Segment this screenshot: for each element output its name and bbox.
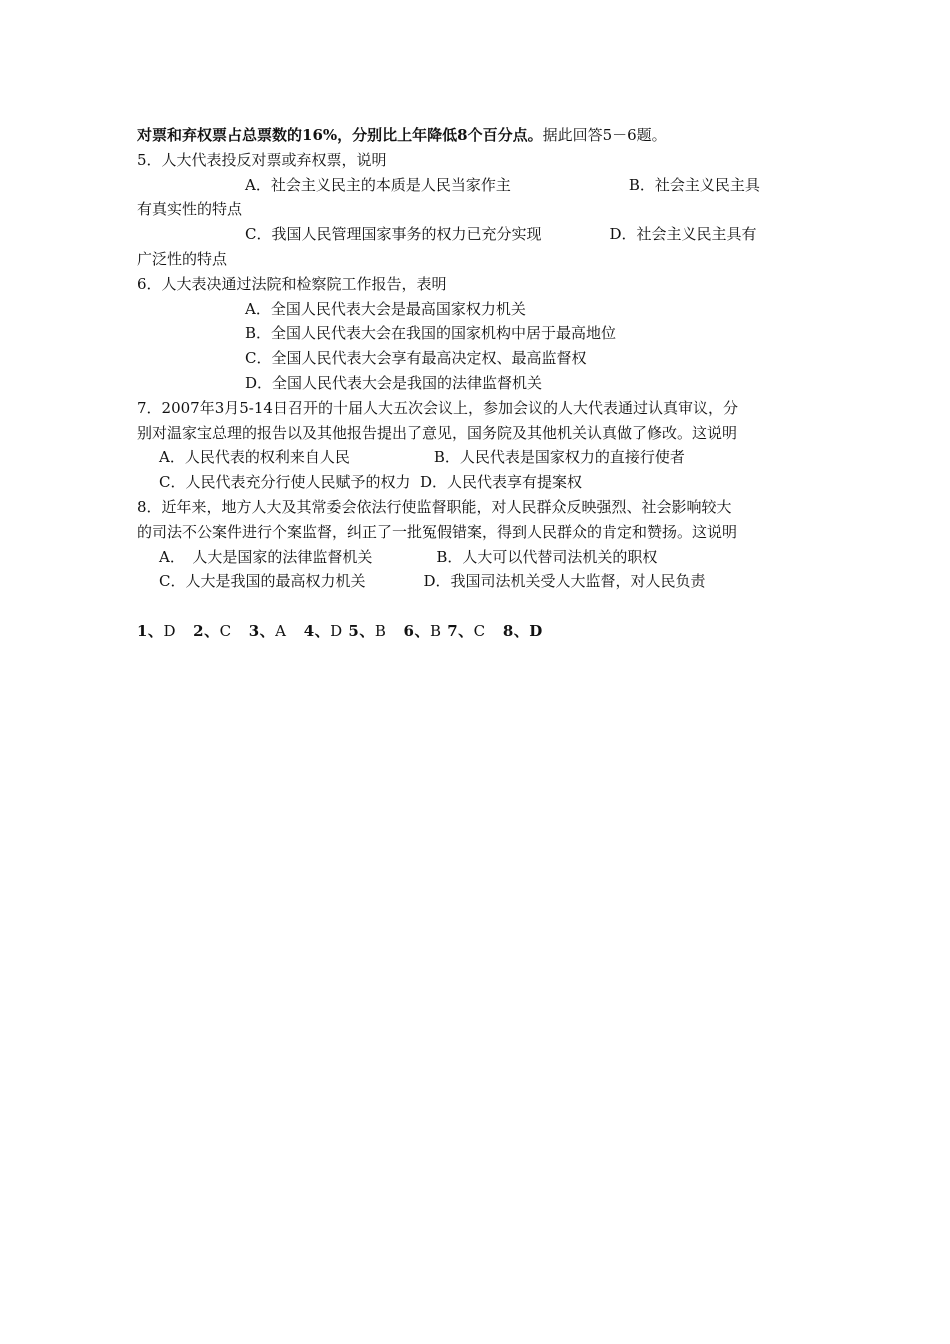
q8-option-d: D．我国司法机关受人大监督，对人民负责 <box>423 572 706 591</box>
answer-8-num: 8、 <box>502 621 530 640</box>
answer-6-num: 6、 <box>403 621 430 640</box>
answer-5-num: 5、 <box>348 621 375 640</box>
answer-3-num: 3、 <box>248 621 276 640</box>
intro-plain-text: 据此回答5－6题。 <box>542 126 667 144</box>
q7-options-cd <box>137 470 817 495</box>
answer-2-num: 2、 <box>193 621 220 640</box>
q7-stem-line1: 7．2007年3月5-14日召开的十届人大五次会议上，参加会议的人大代表通过认真审议，分 <box>137 398 738 417</box>
q5-option-b-part1: B．社会主义民主具 <box>628 175 760 194</box>
q8-options-cd <box>137 569 817 594</box>
q7-option-d: D．人民代表享有提案权 <box>420 473 583 492</box>
q7-option-b: B．人民代表是国家权力的直接行使者 <box>433 448 685 467</box>
answer-3-value: A <box>275 621 287 640</box>
q5-option-b-part2: 有真实性的特点 <box>137 200 243 219</box>
answer-7-value: C <box>473 621 486 640</box>
document-page <box>137 123 817 644</box>
answer-1-num: 1、 <box>137 621 164 640</box>
q7-stem-line2: 别对温家宝总理的报告以及其他报告提出了意见，国务院及其他机关认真做了修改。这说明 <box>137 423 738 442</box>
q6-option-b: B．全国人民代表大会在我国的国家机构中居于最高地位 <box>245 324 617 343</box>
intro-bold-text: 对票和弃权票占总票数的16%，分别比上年降低8个百分点。 <box>137 126 543 144</box>
intro-line <box>137 123 817 148</box>
q5-options-ab <box>137 173 817 198</box>
q5-option-c: C．我国人民管理国家事务的权力已充分实现 <box>245 225 542 244</box>
q5-option-d-part2: 广泛性的特点 <box>137 249 228 268</box>
answer-4-num: 4、 <box>303 621 331 640</box>
q8-option-b: B．人大可以代替司法机关的职权 <box>436 547 658 566</box>
q8-options-ab <box>137 545 817 570</box>
answer-key <box>137 619 817 644</box>
q8-stem-line2: 的司法不公案件进行个案监督，纠正了一批冤假错案，得到人民群众的肯定和赞扬。这说明 <box>137 522 738 541</box>
answer-5-value: B <box>374 621 387 640</box>
answer-2-value: C <box>219 621 232 640</box>
q6-stem: 6．人大表决通过法院和检察院工作报告，表明 <box>137 274 447 293</box>
q6-option-a: A．全国人民代表大会是最高国家权力机关 <box>245 299 526 318</box>
q8-option-c: C．人大是我国的最高权力机关 <box>159 572 366 591</box>
answer-1-value: D <box>163 621 176 640</box>
q7-option-c: C．人民代表充分行使人民赋予的权力 <box>159 473 411 492</box>
q7-options-ab <box>137 445 817 470</box>
q5-option-a: A．社会主义民主的本质是人民当家作主 <box>245 175 511 194</box>
q5-option-d-part1: D．社会主义民主具有 <box>609 225 757 244</box>
answer-7-num: 7、 <box>447 621 474 640</box>
q8-stem-line1: 8．近年来，地方人大及其常委会依法行使监督职能，对人民群众反映强烈、社会影响较大 <box>137 497 732 516</box>
q6-option-c: C．全国人民代表大会享有最高决定权、最高监督权 <box>245 349 587 368</box>
q5-stem: 5．人大代表投反对票或弃权票，说明 <box>137 150 387 169</box>
answer-4-value: D <box>330 621 343 640</box>
q6-option-d: D．全国人民代表大会是我国的法律监督机关 <box>245 373 543 392</box>
q8-option-a: A． 人大是国家的法律监督机关 <box>159 547 373 566</box>
q7-option-a: A．人民代表的权利来自人民 <box>159 448 350 467</box>
q5-options-cd <box>137 222 817 247</box>
answer-6-value: B <box>429 621 442 640</box>
answer-8-value: D <box>529 621 543 640</box>
